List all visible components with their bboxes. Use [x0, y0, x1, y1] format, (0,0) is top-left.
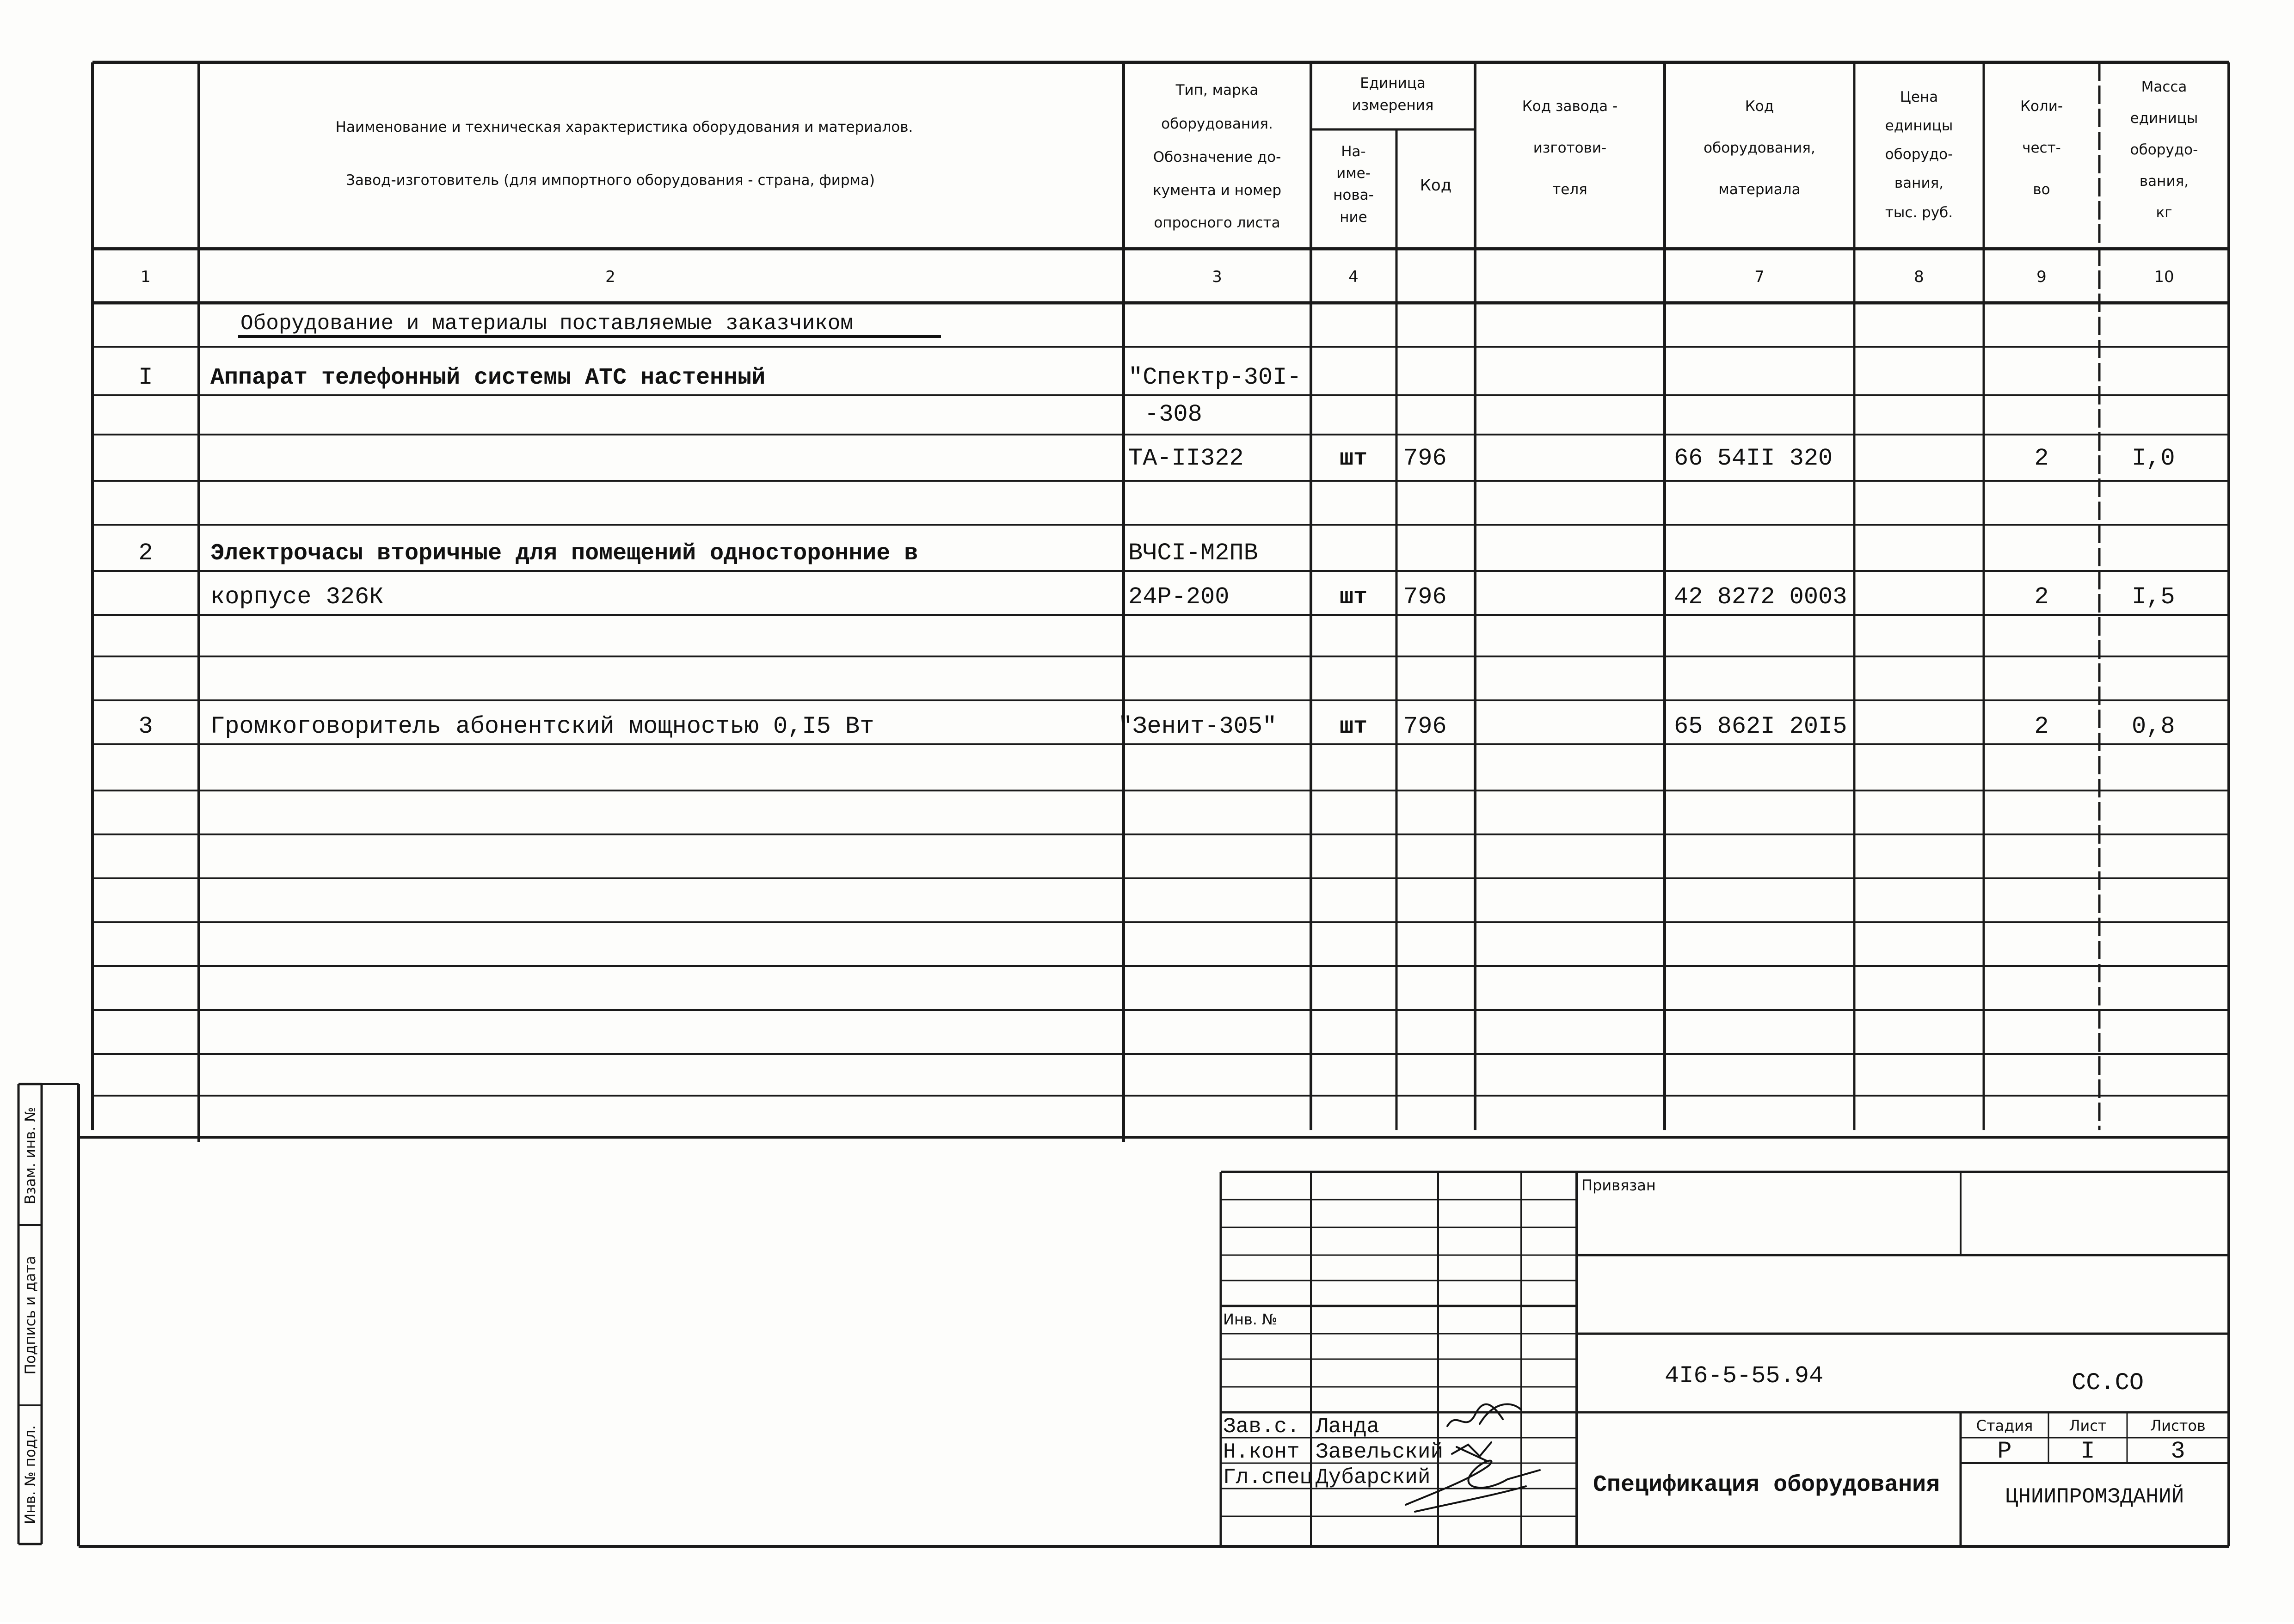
side-stamp-label: Взам. инв. № — [22, 1107, 39, 1205]
header-col8-line: единицы — [1885, 117, 1953, 134]
header-col7-line: материала — [1718, 181, 1801, 198]
header-col9-line: во — [2033, 181, 2050, 198]
header-col7-line: Код — [1745, 98, 1774, 115]
header-col8-line: оборудо- — [1885, 146, 1953, 163]
document-number: 4I6-5-55.94 — [1665, 1362, 1824, 1390]
header-col8-line: вания, — [1894, 175, 1944, 191]
item-type: -308 — [1144, 401, 1202, 428]
row-number: 2 — [138, 539, 153, 567]
header-col9-line: чест- — [2022, 140, 2061, 156]
document-code: СС.СО — [2072, 1369, 2144, 1397]
stage-value: Р — [1997, 1438, 2012, 1465]
side-stamp-label: Инв. № подл. — [22, 1425, 39, 1524]
header-col10-line: единицы — [2130, 110, 2198, 127]
title-block — [1223, 1177, 2206, 1509]
header-col7-line: оборудования, — [1704, 140, 1815, 156]
item-name: Аппарат телефонный системы АТС настенный — [210, 365, 766, 391]
item-type: 24Р-200 — [1128, 583, 1230, 611]
header-unit-name: ние — [1340, 209, 1367, 226]
header-unit-title: измерения — [1352, 97, 1434, 114]
header-col3-line: Обозначение до- — [1153, 149, 1281, 165]
header-col8-line: тыс. руб. — [1885, 204, 1953, 221]
section-title: Оборудование и материалы поставляемые заказчиком — [240, 312, 854, 336]
column-number: 1 — [141, 268, 151, 286]
header-col3-line: опросного листа — [1154, 214, 1280, 231]
stage-label: Стадия — [1976, 1417, 2033, 1434]
header-col10-line: оборудо- — [2130, 141, 2198, 158]
item-name: Громкоговоритель абонентский мощностью 0,I5 Вт — [210, 713, 874, 740]
sheet-label: Лист — [2069, 1417, 2107, 1434]
unit-name: шт — [1339, 714, 1368, 740]
row-1-data — [1128, 445, 2175, 472]
side-stamp-label: Подпись и дата — [22, 1256, 39, 1375]
column-number: 7 — [1754, 268, 1765, 286]
sheets-label: Листов — [2150, 1417, 2206, 1434]
item-type: ТА-II322 — [1128, 445, 1244, 472]
column-number: 8 — [1914, 268, 1924, 286]
header-col2-line2: Завод-изготовитель (для импортного оборудования - страна, фирма) — [345, 172, 875, 189]
row-2 — [138, 539, 1258, 567]
unit-mass: I,0 — [2132, 445, 2175, 472]
unit-code: 796 — [1403, 445, 1447, 472]
row-3 — [138, 713, 2175, 740]
document-title: Спецификация оборудования — [1593, 1472, 1940, 1498]
header-unit-title: Единица — [1360, 75, 1426, 92]
header-col2-line1: Наименование и техническая характеристика оборудования и материалов. — [335, 119, 913, 135]
header-col6-line: Код завода - — [1522, 98, 1618, 115]
quantity: 2 — [2034, 445, 2049, 472]
quantity: 2 — [2034, 713, 2049, 740]
unit-code: 796 — [1403, 713, 1447, 740]
equipment-code: 66 54II 320 — [1674, 445, 1833, 472]
header-col3-line: оборудования. — [1161, 116, 1273, 132]
signer-role: Н.конт — [1223, 1440, 1300, 1464]
signer-name: Завельский — [1316, 1440, 1444, 1464]
column-number: 9 — [2036, 268, 2047, 286]
header-col3-line: кумента и номер — [1152, 182, 1282, 199]
column-number: 4 — [1348, 268, 1359, 286]
item-name: корпусе 326К — [210, 583, 384, 611]
header-unit-name: нова- — [1333, 187, 1374, 203]
header-col10-line: Масса — [2141, 79, 2187, 95]
unit-mass: I,5 — [2132, 583, 2175, 611]
header-col6-line: изготови- — [1533, 140, 1607, 156]
unit-mass: 0,8 — [2132, 713, 2175, 740]
header-col6-line: теля — [1552, 181, 1587, 198]
unit-name: шт — [1339, 446, 1368, 472]
quantity: 2 — [2034, 583, 2049, 611]
header-col8-line: Цена — [1900, 89, 1938, 105]
header-unit-code: Код — [1420, 176, 1452, 195]
row-1 — [138, 364, 1301, 391]
organization-name: ЦНИИПРОМЗДАНИЙ — [2005, 1485, 2184, 1509]
column-number: 3 — [1212, 268, 1222, 286]
signer-name: Ланда — [1316, 1415, 1380, 1439]
equipment-code: 42 8272 0003 — [1674, 583, 1847, 611]
header-col10-line: вания, — [2139, 173, 2189, 190]
header-unit-name: име- — [1336, 165, 1371, 182]
table-header — [336, 75, 2198, 231]
item-type: ВЧСI-М2ПВ — [1128, 539, 1258, 567]
row-1-cont — [1144, 401, 1202, 428]
signer-role: Гл.спец — [1223, 1465, 1313, 1489]
row-number: I — [138, 364, 153, 391]
equipment-code: 65 862I 20I5 — [1674, 713, 1847, 740]
item-type: "Спектр-30I- — [1128, 364, 1302, 391]
unit-name: шт — [1339, 584, 1368, 611]
inventory-number-label: Инв. № — [1223, 1311, 1278, 1328]
column-number-row — [141, 268, 2174, 286]
row-2-data — [210, 583, 2175, 611]
signer-role: Зав.с. — [1223, 1415, 1300, 1439]
row-number: 3 — [138, 713, 153, 740]
item-type: "Зенит-305" — [1118, 713, 1277, 740]
column-number: 2 — [605, 268, 615, 286]
header-col3-line: Тип, марка — [1175, 82, 1259, 98]
privyazan-label: Привязан — [1581, 1177, 1656, 1194]
item-name: Электрочасы вторичные для помещений односторонние в — [210, 540, 918, 567]
signer-name: Дубарский — [1316, 1465, 1431, 1489]
header-col10-line: кг — [2156, 204, 2172, 221]
header-col9-line: Коли- — [2020, 98, 2063, 115]
header-unit-name: На- — [1341, 143, 1366, 160]
sheet-value: I — [2080, 1438, 2095, 1465]
unit-code: 796 — [1403, 583, 1447, 611]
column-number: 10 — [2154, 268, 2174, 286]
sheets-value: 3 — [2171, 1438, 2185, 1465]
